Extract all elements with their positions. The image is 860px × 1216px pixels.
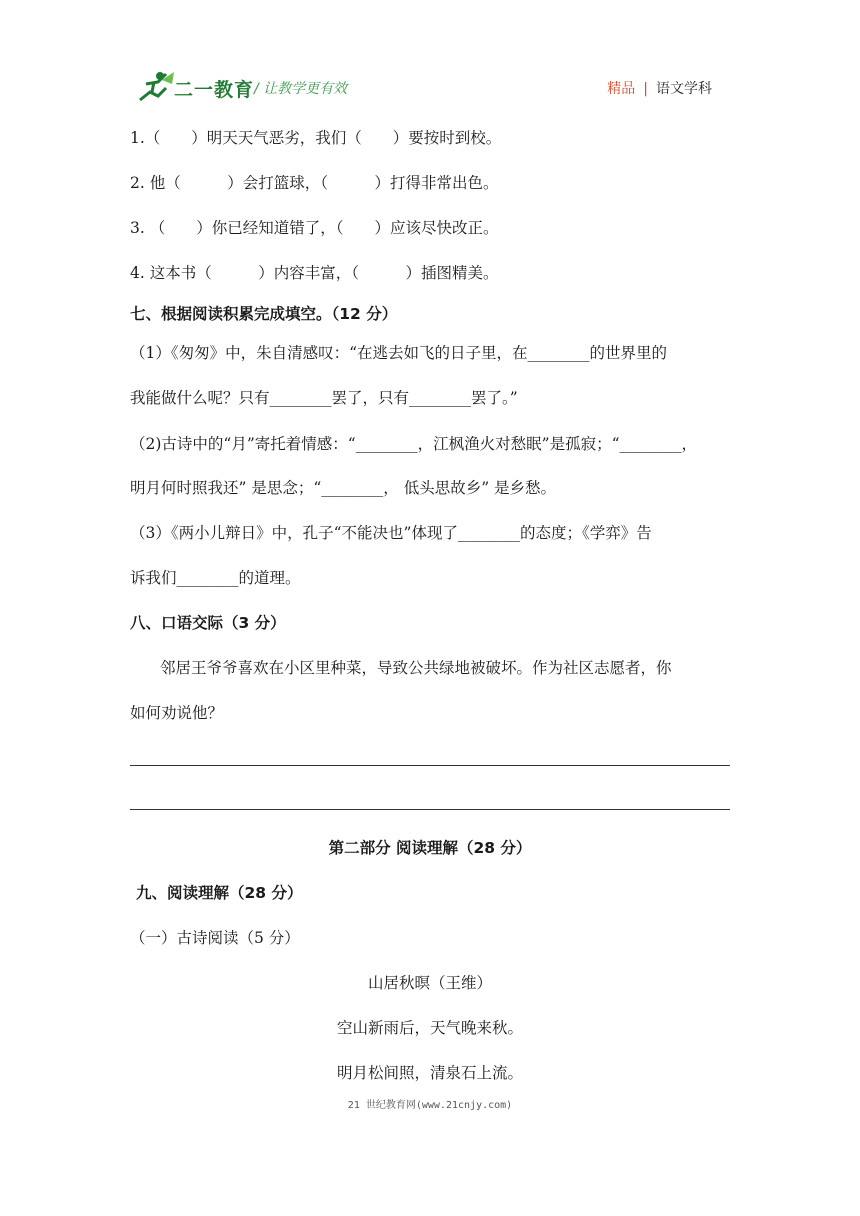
page-header: [130, 66, 730, 112]
answer-line-1: [130, 765, 730, 766]
poem-line-2: 明月松间照，清泉石上流。: [336, 1064, 523, 1082]
section-7-q3-line1: （3）《两小儿辩日》中，孔子“不能决也”体现了________的态度；《学弈》告: [130, 524, 652, 542]
premium-tag: 精品: [607, 81, 636, 97]
poem-title: 山居秋暝（王维）: [367, 974, 492, 992]
part-2-title: 第二部分 阅读理解（28 分）: [328, 839, 532, 857]
tag-separator: |: [643, 81, 648, 97]
question-6-4: 4. 这本书（ ）内容丰富，（ ）插图精美。: [130, 264, 499, 282]
poem-line-1: 空山新雨后，天气晚来秋。: [336, 1019, 523, 1037]
section-7-heading: 七、根据阅读积累完成填空。（12 分）: [130, 305, 398, 323]
section-8-prompt-line1: 邻居王爷爷喜欢在小区里种菜，导致公共绿地被破坏。作为社区志愿者，你: [160, 659, 672, 677]
poem-subsection-heading: （一）古诗阅读（5 分）: [130, 929, 300, 947]
section-9-heading: 九、阅读理解（28 分）: [136, 884, 303, 902]
brand-name: 二一教育: [174, 79, 255, 101]
page-footer: 21 世纪教育网(www.21cnjy.com): [347, 1100, 513, 1111]
section-7-q1-line2: 我能做什么呢？只有________罢了，只有________罢了。”: [130, 389, 518, 407]
question-6-3: 3. （ ）你已经知道错了，（ ）应该尽快改正。: [130, 219, 499, 237]
brand-slogan: / 让教学更有效: [254, 81, 348, 97]
section-7-q1-line1: （1）《匆匆》中，朱自清感叹：“在逃去如飞的日子里，在________的世界里的: [130, 344, 668, 362]
answer-line-2: [130, 809, 730, 810]
section-7-q3-line2: 诉我们________的道理。: [130, 569, 301, 587]
section-8-prompt-line2: 如何劝说他？: [130, 704, 224, 722]
question-6-1: 1.（ ）明天天气恶劣，我们（ ）要按时到校。: [130, 129, 502, 147]
header-tags: [607, 78, 712, 98]
question-6-2: 2. 他（ ）会打篮球，（ ）打得非常出色。: [130, 174, 499, 192]
runner-logo-icon: [136, 70, 176, 104]
section-7-q2-line1: （2)古诗中的“月”寄托着情感：“________，江枫渔火对愁眠”是孤寂；“________，: [130, 435, 698, 453]
section-7-q2-line2: 明月何时照我还” 是思念；“________， 低头思故乡” 是乡愁。: [130, 479, 557, 497]
subject-tag: 语文学科: [656, 81, 712, 97]
section-8-heading: 八、口语交际（3 分）: [130, 614, 286, 632]
